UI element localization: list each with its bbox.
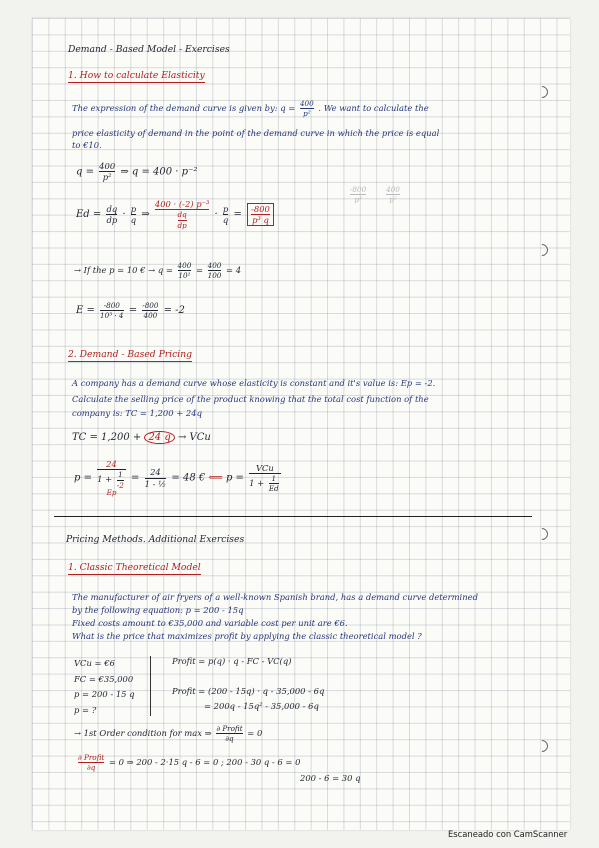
page-title: Demand - Based Model - Exercises	[68, 44, 230, 55]
p2-text-line-3: Fixed costs amount to €35,000 and variable cost per unit are €6.	[72, 618, 348, 628]
given-demand: p = 200 - 15 q	[74, 689, 135, 699]
eq-price: p = 24 1 + $\frac{1}{-2}$ Ep = $\frac{24}{\text{1 - ½}}$ = 48 € ⟸ p = VCu 1 + $\frac{1}{Ed}$	[74, 459, 279, 497]
s1-text-line-2: price elasticity of demand in the point of the demand curve in which the price is equal	[72, 128, 440, 138]
part-2-heading: 1. Classic Theoretical Model	[68, 562, 201, 573]
scanner-watermark: Escaneado con CamScanner	[448, 829, 568, 839]
faint-backside-writing: $\frac{-800}{\text{p³}}$ $\frac{400}{\text{p²}}$	[350, 185, 400, 205]
eq-elasticity-result: E = $\frac{-800}{\text{10³ · 4}}$ = $\frac{-800}{400}$ = -2	[76, 301, 185, 321]
derivative-line-2: 200 - 6 = 30 q	[300, 773, 361, 783]
derivative-line: $\frac{\text{∂ Profit}}{\partial q}$ = 0 ⇒ 200 - 2·15 q - 6 = 0 ; 200 - 30 q - 6 = 0	[78, 753, 301, 773]
profit-line-2: Profit = (200 - 15q) · q - 35,000 - 6q	[172, 686, 325, 696]
s1-text-line-3: to €10.	[72, 140, 102, 150]
section-divider	[54, 516, 532, 517]
s2-text-line-3: company is: TC = 1,200 + 24q	[72, 408, 202, 418]
given-list	[74, 656, 135, 718]
given-separator	[150, 656, 151, 716]
s2-text-line-2: Calculate the selling price of the product knowing that the total cost function of the	[72, 394, 429, 404]
s1-text-line-1: The expression of the demand curve is given by: q = $\frac{400}{\text{p²}}$ . We want to calculate the	[72, 99, 429, 119]
p2-text-line-1: The manufacturer of air fryers of a well-known Spanish brand, has a demand curve determined	[72, 592, 478, 602]
section-2-heading: 2. Demand - Based Pricing	[68, 349, 192, 360]
part-2-title: Pricing Methods. Additional Exercises	[66, 534, 245, 545]
section-1-heading: 1. How to calculate Elasticity	[68, 70, 205, 81]
profit-line-1: Profit = p(q) · q - FC - VC(q)	[172, 656, 292, 666]
eq-total-cost: TC = 1,200 + 24 q → VCu	[72, 432, 211, 443]
profit-line-3: = 200q - 15q² - 35,000 - 6q	[204, 701, 319, 711]
given-vcu: VCu = €6	[74, 658, 115, 668]
p2-text-line-2: by the following equation: p = 200 - 15q	[72, 605, 244, 615]
eq-demand: q = $\frac{400}{\text{p²}}$ ⇒ q = 400 · p⁻²	[76, 161, 198, 183]
p2-text-line-4: What is the price that maximizes profit by applying the classic theoretical model ?	[72, 631, 422, 641]
eq-elasticity: Ed = $\frac{dq}{dp}$ · $\frac{p}{q}$ ⇒ $\frac{\text{400 · (-2) p⁻³}}{\frac{dq}{dp}}$ · $\frac{p}{q}$ = $\frac{-800}{\text{p³ q}}$	[76, 200, 276, 229]
s2-text-line-1: A company has a demand curve whose elasticity is constant and it's value is: Ep = -2.	[72, 378, 436, 388]
first-order-condition: → 1st Order condition for max ⇒ $\frac{\text{∂ Profit}}{\partial q}$ = 0	[74, 724, 263, 744]
given-fc: FC = €35,000	[74, 673, 134, 684]
eq-if-price: → If the p = 10 € → q = $\frac{400}{\text{10²}}$ = $\frac{400}{100}$ = 4	[74, 261, 242, 281]
given-unknown: p = ?	[74, 704, 97, 715]
